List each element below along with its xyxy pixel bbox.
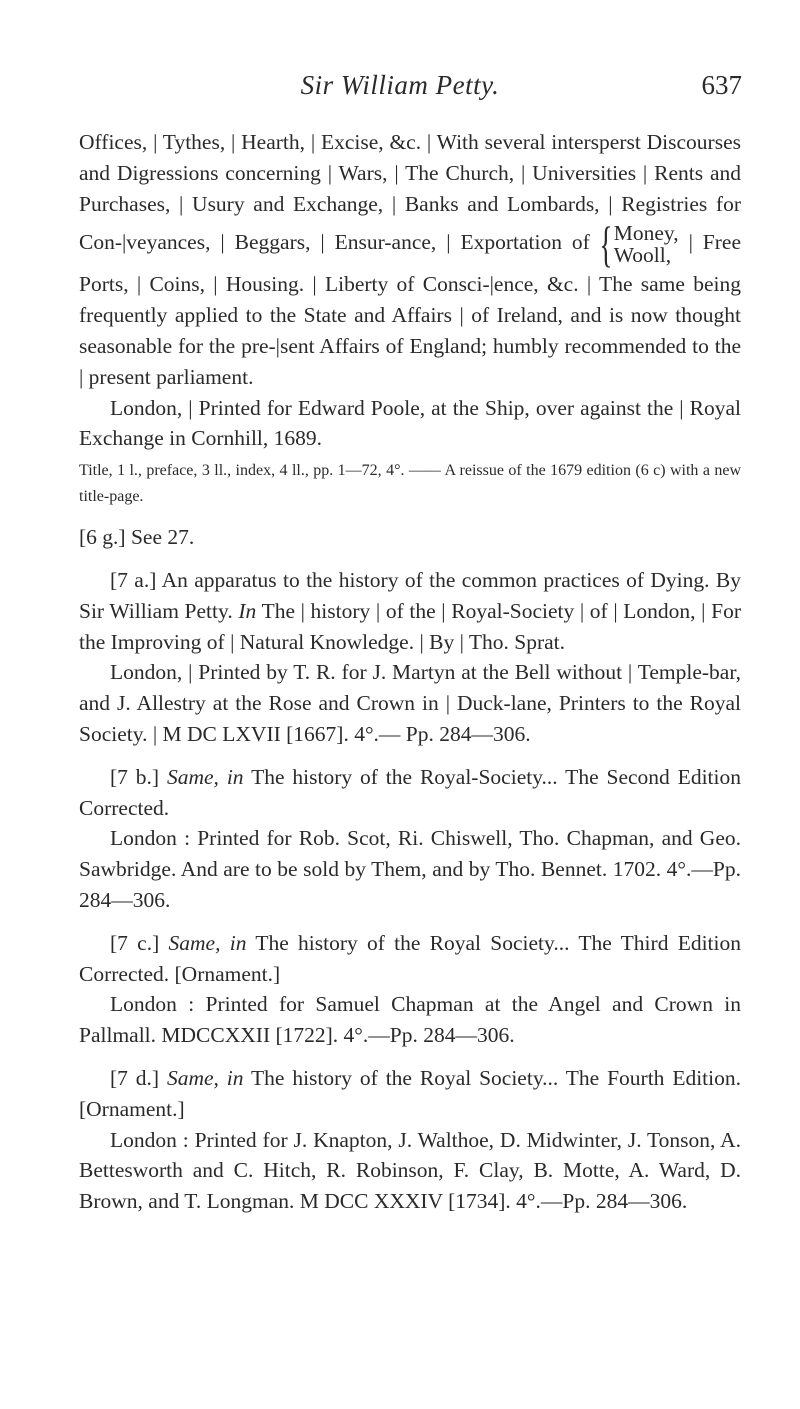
entry-7a-in: In — [238, 598, 257, 623]
entry-7a-title: An apparatus to the history of the common practices of Dying. By Sir William Petty. — [79, 567, 741, 623]
page-number: 637 — [701, 70, 742, 100]
running-head — [0, 70, 800, 110]
bibliography-body — [79, 127, 741, 1217]
entry-7d-title: The history of the Royal Society... The Fourth Edition. [Ornament.] — [79, 1065, 741, 1121]
entry-7a-title-continued: The | history | of the | Royal-Society | of | London, | For the Improving of | Natural Knowledge. | By | Tho. Sprat. — [79, 598, 741, 654]
entry-7c — [79, 928, 741, 990]
entry-7b-same-in: Same, in — [166, 764, 244, 789]
brace-word-wooll: Wooll, — [613, 243, 672, 268]
entry-7a-label: [7 a.] — [110, 567, 157, 592]
entry-6f-text-continued: | Free Ports, | Coins, | Housing. | Liberty of Consci-|ence, &c. | The same being frequently applied to the State and Affairs | of Ireland, and is now thought seasonable for the pre-|sent Affairs of England; humbly recommended to the | present parliament. — [79, 230, 742, 389]
entry-6f-text: Offices, | Tythes, | Hearth, | Excise, &c. | With several intersperst Discourses and Digressions concerning | Wars, | The Church, | Universities | Rents and Purchases, | Usury and Exchange, | Banks and Lombards, | Registries for Con-|veyances, | Beggars, | Ensur-ance, | Exportation of — [79, 130, 741, 255]
running-head-title: Sir William Petty. — [300, 70, 500, 100]
brace-glyph: { — [599, 216, 613, 273]
entry-7d-imprint: London : Printed for J. Knapton, J. Walthoe, D. Midwinter, J. Tonson, A. Bettesworth and C. Hitch, R. Robinson, F. Clay, B. Motte, A. Ward, D. Brown, and T. Longman. M DCC XXXIV [1734]. 4°.—Pp. 284—306. — [79, 1127, 741, 1214]
entry-7c-title: The history of the Royal Society... The Third Edition Corrected. [Ornament.] — [79, 930, 741, 986]
entry-7c-label: [7 c.] — [110, 930, 160, 955]
brace-words — [614, 222, 679, 266]
entry-7b-label: [7 b.] — [110, 764, 160, 789]
entry-7d-same-in: Same, in — [166, 1065, 244, 1090]
entry-6f-collation-note: Title, 1 l., preface, 3 ll., index, 4 ll., pp. 1—72, 4°. —— A reissue of the 1679 edition (6 c) with a new title-page. — [79, 462, 741, 506]
entry-7c-imprint: London : Printed for Samuel Chapman at the Angel and Crown in Pallmall. MDCCXXII [1722]. 4°.—Pp. 284—306. — [79, 992, 741, 1048]
entry-7b-title: The history of the Royal-Society... The Second Edition Corrected. — [79, 764, 741, 820]
entry-7b-imprint: London : Printed for Rob. Scot, Ri. Chiswell, Tho. Chapman, and Geo. Sawbridge. And are to be sold by Them, and by Tho. Bennet. 1702. 4°.—Pp. 284—306. — [79, 826, 741, 912]
entry-6g: [6 g.] See 27. — [79, 525, 195, 550]
entry-7b — [79, 762, 741, 824]
entry-6f-imprint: London, | Printed for Edward Poole, at the Ship, over against the | Royal Exchange in Cornhill, 1689. — [79, 395, 741, 451]
entry-7d-label: [7 d.] — [110, 1065, 160, 1090]
entry-7d — [79, 1063, 741, 1125]
entry-7a-imprint: London, | Printed by T. R. for J. Martyn at the Bell without | Temple-bar, and J. Allestry at the Rose and Crown in | Duck-lane, Printers to the Royal Society. | M DC LXVII [1667]. 4°.— Pp. 284—306. — [79, 660, 741, 746]
money-wooll-brace — [599, 216, 679, 273]
entry-7c-same-in: Same, in — [168, 930, 247, 955]
entry-6f-continued — [79, 127, 741, 393]
brace-word-money: Money, — [613, 221, 679, 246]
entry-7a — [79, 565, 741, 657]
